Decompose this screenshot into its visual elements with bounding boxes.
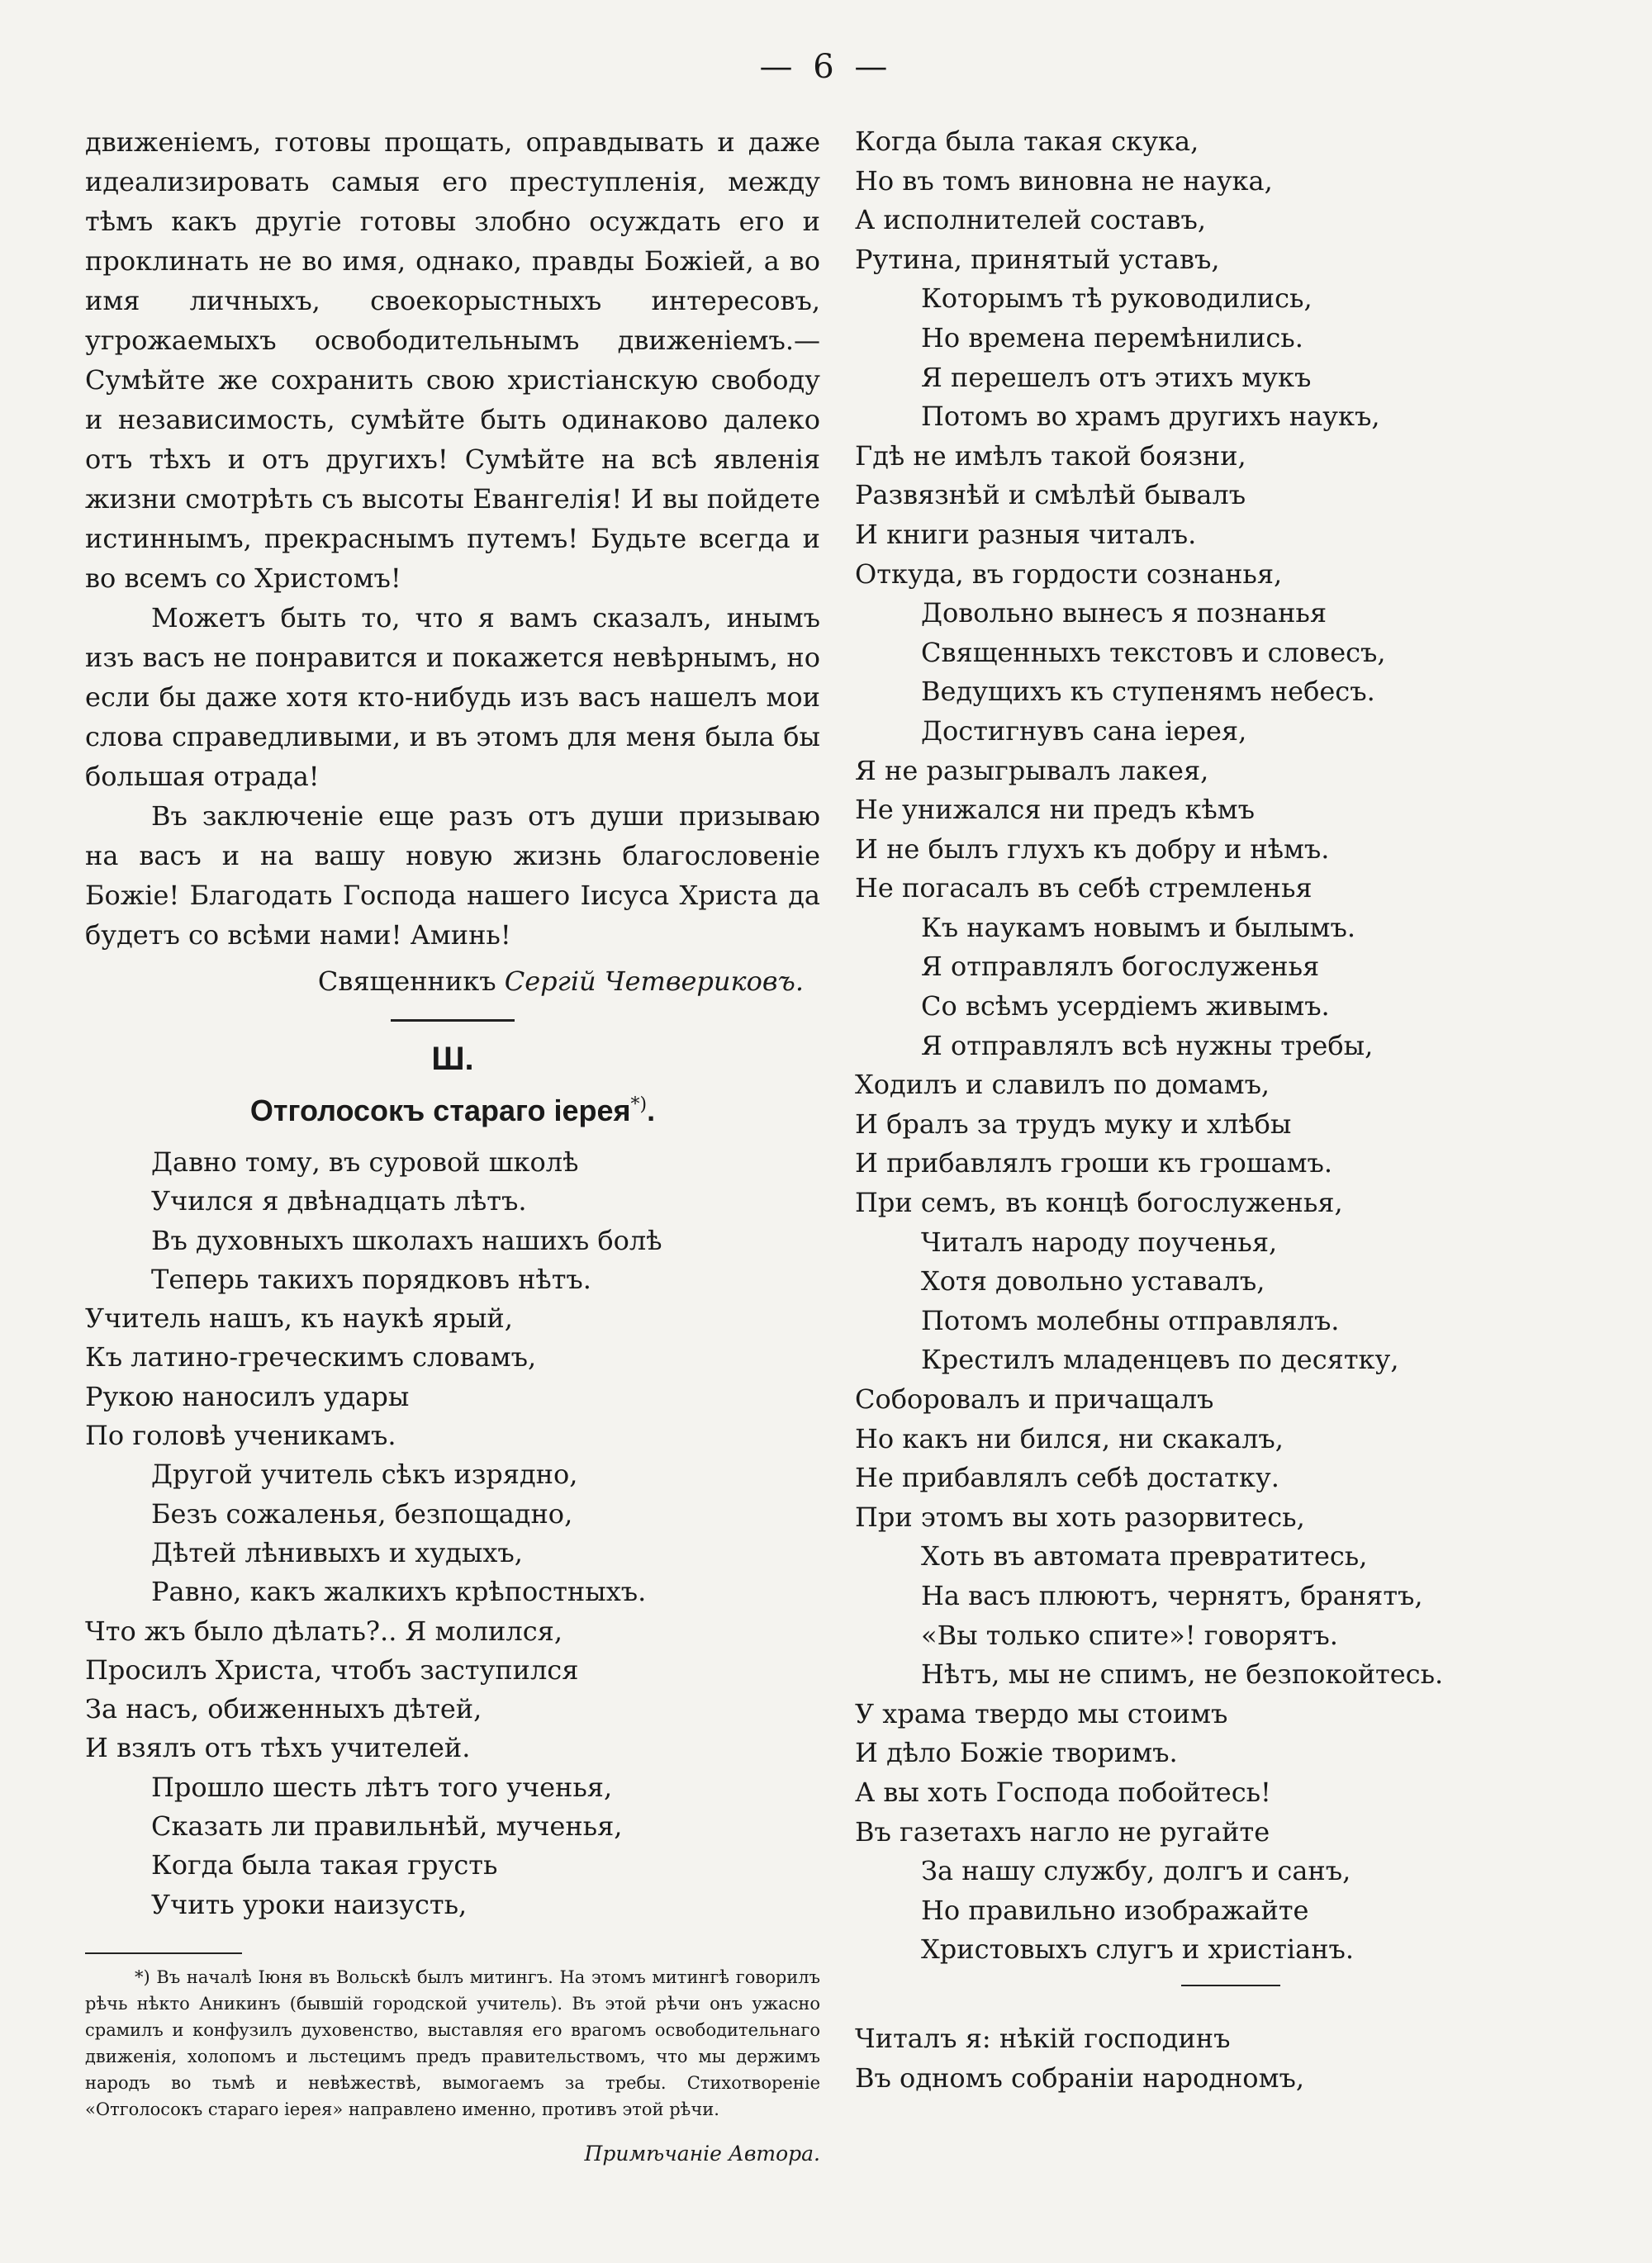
footnote-signature: Примѣчаніе Автора. xyxy=(584,2141,820,2166)
verse-line: Я перешелъ отъ этихъ мукъ xyxy=(921,361,1312,393)
verse-line: Теперь такихъ порядковъ нѣтъ. xyxy=(151,1263,591,1295)
verse-line: И взялъ отъ тѣхъ учителей. xyxy=(85,1732,471,1764)
verse-line: Въ духовныхъ школахъ нашихъ болѣ xyxy=(151,1224,662,1256)
poem-verse-right xyxy=(855,122,1590,1970)
verse-line: Христовыхъ слугъ и христіанъ. xyxy=(921,1933,1355,1966)
paragraph-2: Можетъ быть то, что я вамъ сказалъ, инымъ изъ васъ не понравится и покажется невѣрнымъ, но если бы даже хотя кто-нибудь изъ васъ нашелъ мои слова справедливыми, и въ этомъ для меня была бы большая отрада! xyxy=(85,602,820,792)
verse-line: И дѣло Божіе творимъ. xyxy=(855,1737,1178,1769)
next-poem-verse xyxy=(855,2019,1590,2098)
verse-line: Учитель нашъ, къ наукѣ ярый, xyxy=(85,1302,513,1335)
verse-line: Когда была такая грусть xyxy=(151,1849,498,1881)
verse-line: Читалъ народу поученья, xyxy=(921,1226,1278,1258)
verse-line: Къ наукамъ новымъ и былымъ. xyxy=(921,911,1355,943)
verse-line: Потомъ во храмъ другихъ наукъ, xyxy=(921,401,1380,433)
verse-line: Безъ сожаленья, безпощадно, xyxy=(151,1497,573,1530)
verse-line: Къ латино-греческимъ словамъ, xyxy=(85,1341,537,1373)
verse-line: Священныхъ текстовъ и словесъ, xyxy=(921,636,1386,668)
section-divider xyxy=(391,1019,515,1022)
verse-line: Въ газетахъ нагло не ругайте xyxy=(855,1815,1270,1848)
verse-line: Соборовалъ и причащалъ xyxy=(855,1383,1214,1415)
verse-line: Я отправлялъ всѣ нужны требы, xyxy=(921,1029,1374,1061)
poem-title-period: . xyxy=(647,1094,656,1127)
verse-line: Давно тому, въ суровой школѣ xyxy=(151,1146,579,1178)
verse-line: Но правильно изображайте xyxy=(921,1894,1309,1926)
verse-line: У храма твердо мы стоимъ xyxy=(855,1697,1228,1729)
verse-line: Которымъ тѣ руководились, xyxy=(921,282,1313,315)
verse-line: Не унижался ни предъ кѣмъ xyxy=(855,794,1255,826)
verse-line: «Вы только спите»! говорятъ. xyxy=(921,1619,1338,1651)
verse-line: Прошло шесть лѣтъ того ученья, xyxy=(151,1771,613,1803)
verse-line: Не погасалъ въ себѣ стремленья xyxy=(855,872,1313,904)
verse-line: Хотя довольно уставалъ, xyxy=(921,1265,1265,1298)
verse-line: Я не разыгрывалъ лакея, xyxy=(855,754,1209,786)
verse-line: А вы хоть Господа побойтесь! xyxy=(855,1776,1271,1808)
verse-line: Учить уроки наизусть, xyxy=(151,1888,468,1920)
verse-line: Равно, какъ жалкихъ крѣпостныхъ. xyxy=(151,1576,647,1608)
right-column xyxy=(855,122,1590,2098)
verse-line: Я отправлялъ богослуженья xyxy=(921,951,1320,983)
verse-line: Рукою наносилъ удары xyxy=(85,1380,410,1412)
footnote: *) Въ началѣ Іюня въ Вольскѣ былъ митингъ. На этомъ митингѣ говорилъ рѣчь нѣкто Аникинъ (бывшій городской учитель). Въ этой рѣчи онъ ужасно срамилъ и конфузилъ духовенство, выставляя его врагомъ освободительнаго движенія, холопомъ и льстецимъ предъ правительствомъ, что мы держимъ народъ во тьмѣ и невѣжествѣ, вымогаемъ за требы. Стихотвореніе «Отголосокъ стараго іерея» направлено именно, противъ этой рѣчи. xyxy=(85,1966,820,2119)
verse-line: Не прибавлялъ себѣ достатку. xyxy=(855,1462,1279,1494)
paragraph-1: движеніемъ, готовы прощать, оправдывать и даже идеализировать самыя его преступленія, между тѣмъ какъ другіе готовы злобно осуждать его и проклинать не во имя, однако, правды Божіей, а во имя личныхъ, своекорыстныхъ интересовъ, угрожаемыхъ освободительнымъ движеніемъ.—Сумѣйте же сохранить свою христіанскую свободу и независимость, сумѣйте быть одинаково далеко отъ тѣхъ и отъ другихъ! Сумѣйте на всѣ явленія жизни смотрѣть съ высоты Евангелія! И вы пойдете истиннымъ, прекраснымъ путемъ! Будьте всегда и во всемъ со Христомъ! xyxy=(85,126,820,594)
verse-line: И бралъ за трудъ муку и хлѣбы xyxy=(855,1108,1292,1140)
verse-line: Въ одномъ собраніи народномъ, xyxy=(855,2061,1304,2094)
verse-line: На васъ плюютъ, чернятъ, бранятъ, xyxy=(921,1579,1423,1611)
verse-line: Учился я двѣнадцать лѣтъ. xyxy=(151,1185,527,1217)
paragraph-3: Въ заключеніе еще разъ отъ души призываю на васъ и на вашу новую жизнь благословеніе Божіе! Благодать Господа нашего Іисуса Христа да будетъ со всѣми нами! Аминь! xyxy=(85,800,820,951)
verse-line: Гдѣ не имѣлъ такой боязни, xyxy=(855,439,1246,472)
verse-line: Довольно вынесъ я познанья xyxy=(921,597,1327,629)
verse-line: Откуда, въ гордости сознанья, xyxy=(855,557,1283,590)
verse-line: Когда была такая скука, xyxy=(855,126,1199,157)
verse-line: Нѣтъ, мы не спимъ, не безпокойтесь. xyxy=(921,1658,1444,1691)
verse-line: И книги разныя читалъ. xyxy=(855,518,1197,550)
signature-name: Сергій Четвериковъ. xyxy=(504,965,804,997)
verse-line: Развязнѣй и смѣлѣй бывалъ xyxy=(855,479,1246,511)
verse-line: Достигнувъ сана іерея, xyxy=(921,714,1247,747)
verse-line: Ведущихъ къ ступенямъ небесъ. xyxy=(921,676,1375,708)
verse-line: Другой учитель сѣкъ изрядно, xyxy=(151,1459,578,1491)
verse-line: Со всѣмъ усердіемъ живымъ. xyxy=(921,990,1330,1022)
verse-line: Читалъ я: нѣкій господинъ xyxy=(855,2022,1231,2054)
verse-line: Но въ томъ виновна не наука, xyxy=(855,164,1273,197)
footnote-mark: *) xyxy=(630,1094,648,1115)
verse-line: И не былъ глухъ къ добру и нѣмъ. xyxy=(855,833,1330,865)
verse-line: Крестилъ младенцевъ по десятку, xyxy=(921,1344,1399,1376)
verse-line: При этомъ вы хоть разорвитесь, xyxy=(855,1501,1305,1533)
verse-line: Но времена перемѣнились. xyxy=(921,321,1303,353)
page-number: — 6 — xyxy=(759,48,893,86)
verse-line: За насъ, обиженныхъ дѣтей, xyxy=(85,1693,482,1725)
verse-line: Просилъ Христа, чтобъ заступился xyxy=(85,1653,579,1686)
verse-line: Но какъ ни бился, ни скакалъ, xyxy=(855,1422,1284,1454)
verse-line: И прибавлялъ гроши къ грошамъ. xyxy=(855,1147,1333,1179)
verse-line: Хоть въ автомата превратитесь, xyxy=(921,1540,1368,1573)
stanza-divider xyxy=(1181,1985,1280,1986)
verse-line: При семъ, въ концѣ богослуженья, xyxy=(855,1187,1343,1219)
verse-line: За нашу службу, долгъ и санъ, xyxy=(921,1855,1351,1887)
poem-title-text: Отголосокъ стараго іерея xyxy=(249,1094,631,1127)
author-signature xyxy=(85,961,804,1001)
verse-line: По головѣ ученикамъ. xyxy=(85,1420,396,1452)
left-column xyxy=(85,122,820,2174)
verse-line: Потомъ молебны отправлялъ. xyxy=(921,1304,1340,1336)
verse-line: Ходилъ и славилъ по домамъ, xyxy=(855,1069,1270,1101)
section-number: Ш. xyxy=(431,1041,474,1077)
signature-prefix: Священникъ xyxy=(317,965,496,997)
poem-verse-left xyxy=(85,1143,820,1924)
verse-line: Дѣтей лѣнивыхъ и худыхъ, xyxy=(151,1536,523,1568)
poem-title xyxy=(85,1079,820,1136)
verse-line: Сказать ли правильнѣй, мученья, xyxy=(151,1810,623,1843)
verse-line: Рутина, принятый уставъ, xyxy=(855,243,1220,275)
verse-line: Что жъ было дѣлать?.. Я молился, xyxy=(85,1615,563,1647)
footnote-divider xyxy=(85,1952,242,1954)
verse-line: А исполнителей составъ, xyxy=(855,204,1207,236)
